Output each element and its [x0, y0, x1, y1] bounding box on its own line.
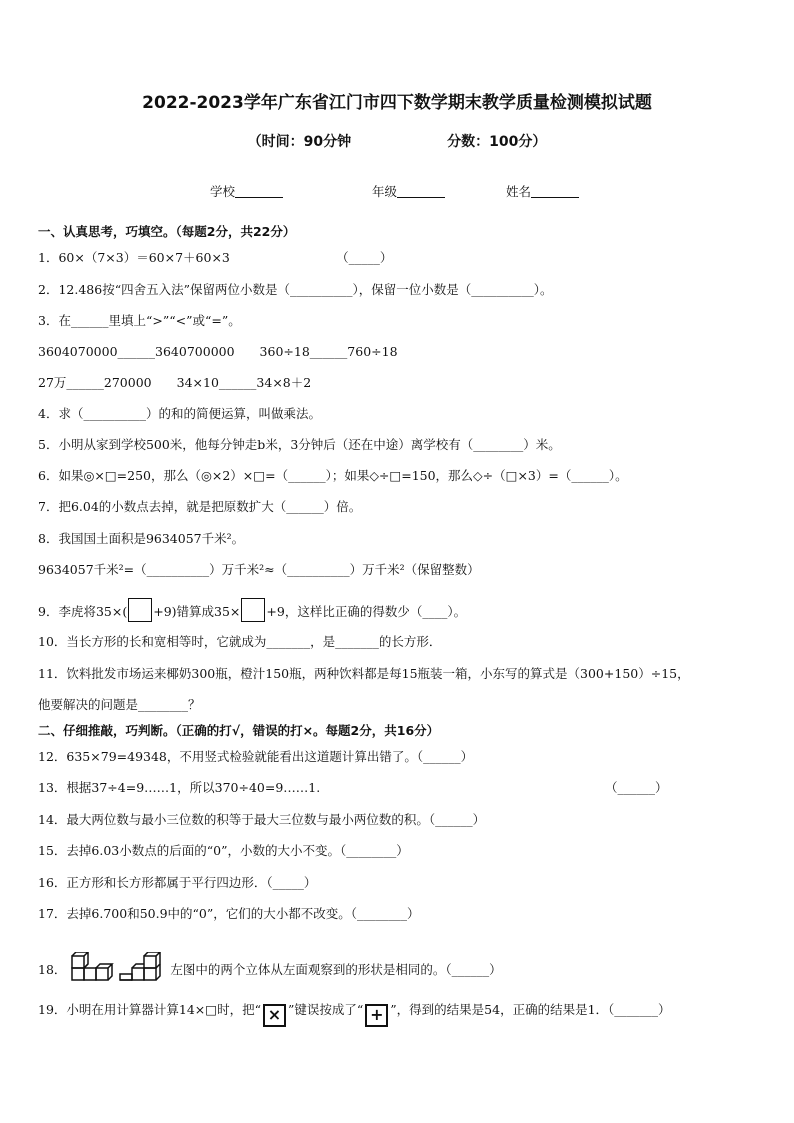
school-field: 学校	[210, 182, 283, 200]
section-2-heading: 二、仔细推敲，巧判断。（正确的打√，错误的打×。每题2分，共16分）	[38, 723, 440, 738]
blank-square-1[interactable]	[128, 598, 152, 622]
blank-square-2[interactable]	[241, 598, 265, 622]
page-title: 2022-2023学年广东省江门市四下数学期末教学质量检测模拟试题	[142, 93, 652, 113]
question-12: 12．635×79=49348，不用竖式检验就能看出这道题计算出错了。（______）	[38, 749, 474, 764]
question-5: 5．小明从家到学校500米，他每分钟走b米，3分钟后（还在中途）离学校有（________）米。	[38, 437, 561, 452]
exam-time: （时间：90分钟	[247, 134, 352, 150]
question-18: 18． 左图中的两个立体从左面观察到的形状是相同的。（______）	[38, 952, 778, 988]
question-13-blank[interactable]: （______）	[605, 780, 668, 795]
question-11: 11．饮料批发市场运来椰奶300瓶，橙汁150瓶，两种饮料都是每15瓶装一箱，小东写的算式是（300+150）÷15，	[38, 666, 690, 681]
section-1-heading: 一、认真思考，巧填空。（每题2分，共22分）	[38, 224, 296, 239]
exam-meta	[0, 131, 794, 151]
question-19: 19．小明在用计算器计算14×□时，把“ × ”键误按成了“ + ”，得到的结果是54，正确的结果是1．（_______）	[38, 1002, 778, 1027]
question-16: 16．正方形和长方形都属于平行四边形．（_____）	[38, 875, 317, 890]
name-field: 姓名	[506, 182, 579, 200]
question-13: 13．根据37÷4=9……1，所以370÷40=9……1. （______）	[38, 780, 668, 795]
grade-blank[interactable]	[397, 185, 445, 198]
question-11-cont: 他要解决的问题是________？	[38, 697, 201, 712]
question-14: 14．最大两位数与最小三位数的积等于最大三位数与最小两位数的积。（______）	[38, 812, 486, 827]
question-8-row-a: 9634057千米²=（__________）万千米²≈（__________）万千米²（保留整数）	[38, 562, 480, 577]
question-3-row-a: 3604070000______3640700000 360÷18______760÷18	[38, 344, 398, 359]
question-7: 7．把6.04的小数点去掉，就是把原数扩大（______）倍。	[38, 499, 362, 514]
exam-score: 分数：100分）	[447, 134, 547, 150]
question-3: 3．在______里填上“>”“<”或“=”。	[38, 313, 241, 328]
question-15: 15．去掉6.03小数点的后面的“0”，小数的大小不变。（________）	[38, 843, 409, 858]
cube-figures-icon	[70, 952, 166, 988]
question-9: 9．李虎将35×( +9)错算成35× +9，这样比正确的得数少（____）。	[38, 598, 778, 622]
question-1: 1．60×（7×3）＝60×7＋60×3 （_____）	[38, 250, 393, 265]
name-blank[interactable]	[531, 185, 579, 198]
question-8: 8．我国国土面积是9634057千米²。	[38, 531, 245, 546]
grade-field: 年级	[372, 182, 445, 200]
question-2: 2．12.486按“四舍五入法”保留两位小数是（__________），保留一位小数是（__________）。	[38, 282, 553, 297]
question-6: 6．如果◎×□=250，那么（◎×2）×□=（______）；如果◇÷□=150，那么◇÷（□×3）=（______）。	[38, 468, 628, 483]
multiply-key-icon: ×	[263, 1004, 286, 1027]
school-blank[interactable]	[235, 185, 283, 198]
question-3-row-b: 27万______270000 34×10______34×8＋2	[38, 375, 312, 390]
plus-key-icon: +	[365, 1004, 388, 1027]
question-17: 17．去掉6.700和50.9中的“0”，它们的大小都不改变。（________）	[38, 906, 420, 921]
question-10: 10．当长方形的长和宽相等时，它就成为_______，是_______的长方形．	[38, 634, 442, 649]
question-4: 4．求（__________）的和的简便运算，叫做乘法。	[38, 406, 321, 421]
